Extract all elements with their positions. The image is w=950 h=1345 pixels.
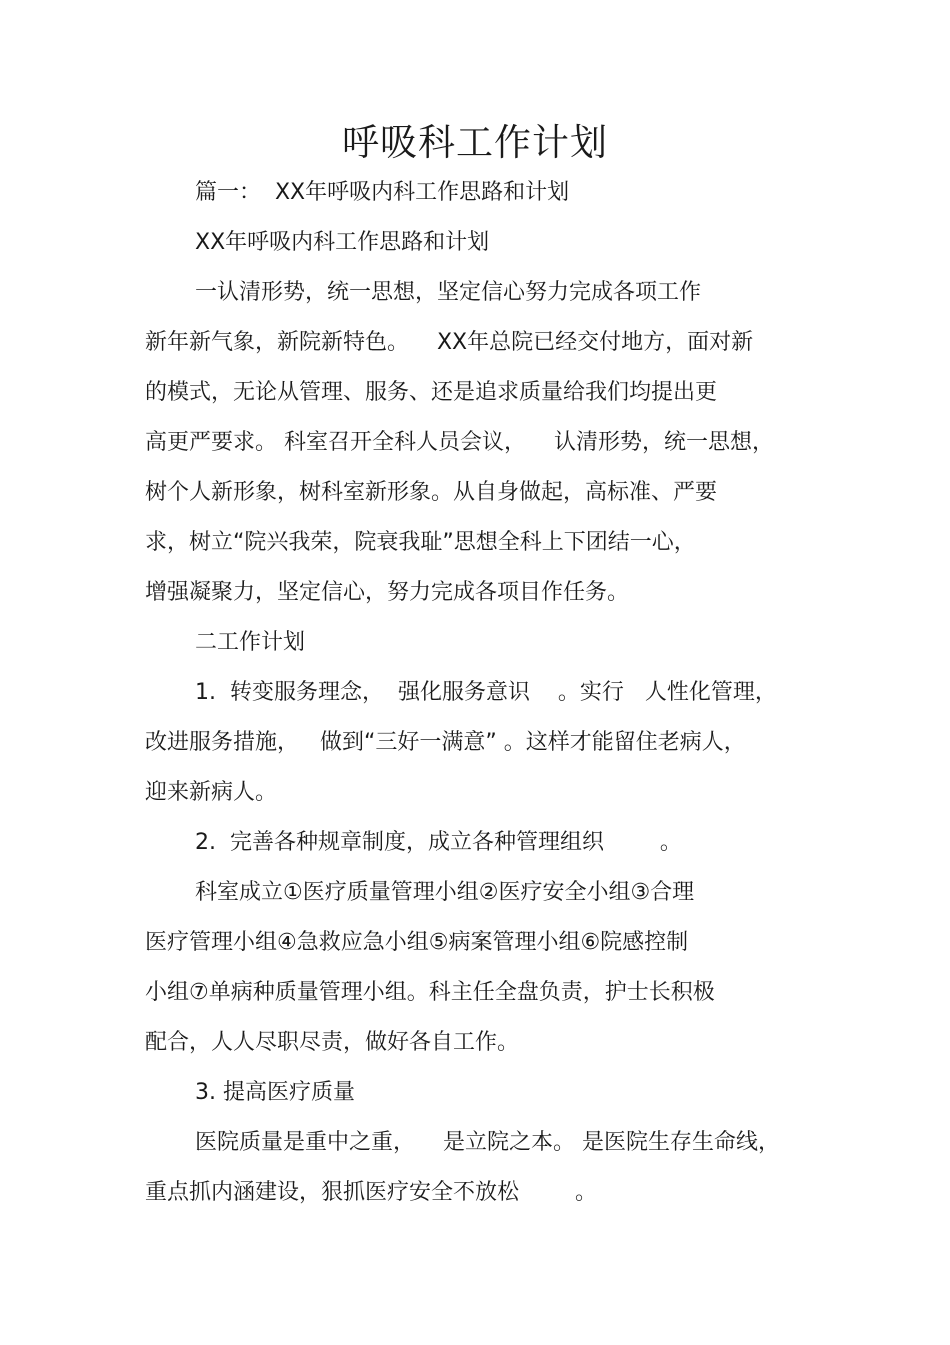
point-heading: 二工作计划 [195, 630, 306, 655]
paragraph-line: 配合，人人尽职尽责，做好各自工作。 [145, 1030, 520, 1055]
paragraph-line: 迎来新病人。 [145, 780, 278, 805]
paragraph-line: 求，树立“院兴我荣，院衰我耻”思想全科上下团结一心， [145, 530, 696, 555]
point-heading: 一认清形势，统一思想，坚定信心努力完成各项工作 [195, 280, 702, 305]
subsection-heading: XX年呼吸内科工作思路和计划 [195, 230, 490, 255]
paragraph-line: 新年新气象，新院新特色。 XX年总院已经交付地方，面对新 [145, 330, 754, 355]
document-title: 呼吸科工作计划 [342, 121, 608, 164]
list-item-line: 1. 转变服务理念， 强化服务意识 。实行 人性化管理， [195, 680, 777, 705]
paragraph-line: 重点抓内涵建设，狠抓医疗安全不放松 。 [145, 1180, 597, 1205]
paragraph-line: 树个人新形象，树科室新形象。从自身做起，高标准、严要 [145, 480, 718, 505]
paragraph-line: 高更严要求。 科室召开全科人员会议， 认清形势，统一思想， [145, 430, 774, 455]
paragraph-line: 医院质量是重中之重， 是立院之本。 是医院生存生命线， [195, 1130, 780, 1155]
paragraph-line: 改进服务措施， 做到“三好一满意” 。这样才能留住老病人， [145, 730, 746, 755]
paragraph-line: 科室成立①医疗质量管理小组②医疗安全小组③合理 [195, 880, 695, 905]
paragraph-line: 的模式，无论从管理、服务、还是追求质量给我们均提出更 [145, 380, 718, 405]
paragraph-line: 增强凝聚力，坚定信心，努力完成各项目作任务。 [145, 580, 630, 605]
section-heading: 篇一： XX年呼吸内科工作思路和计划 [195, 180, 570, 205]
list-item-line: 3. 提高医疗质量 [195, 1080, 355, 1105]
paragraph-line: 小组⑦单病种质量管理小组。科主任全盘负责，护士长积极 [145, 980, 715, 1005]
list-item-line: 2. 完善各种规章制度，成立各种管理组织 。 [195, 830, 682, 855]
paragraph-line: 医疗管理小组④急救应急小组⑤病案管理小组⑥院感控制 [145, 930, 689, 955]
